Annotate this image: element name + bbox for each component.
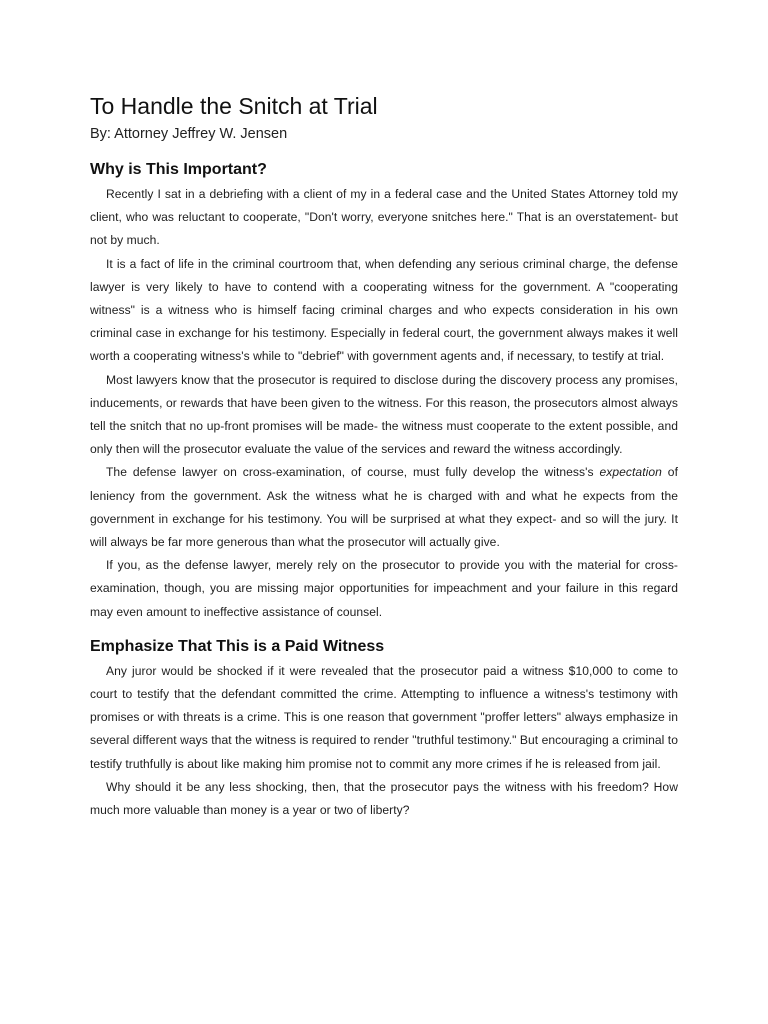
paragraph: If you, as the defense lawyer, merely rely on the prosecutor to provide you with the material for cross-examination, though, you are missing major opportunities for impeachment and your failure in this regard may even amount to ineffective assistance of counsel. bbox=[90, 558, 678, 619]
emphasized-text: expectation bbox=[599, 465, 662, 480]
paragraph-text: of leniency from the government. Ask the witness what he is charged with and what he expects from the government in exchange for his testimony. You will be surprised at what they expect- and so will the jury. It will always be far more generous than what the prosecutor will actually give. bbox=[90, 465, 678, 550]
document-body bbox=[90, 92, 678, 822]
section-heading-why-important: Why is This Important? bbox=[90, 161, 267, 178]
author-byline: By: Attorney Jeffrey W. Jensen bbox=[90, 126, 288, 142]
paragraph: It is a fact of life in the criminal courtroom that, when defending any serious criminal charge, the defense lawyer is very likely to have to contend with a cooperating witness for the government. A "cooperating witness" is a witness who is himself facing criminal charges and who expects consideration in his own criminal case in exchange for his testimony. Especially in federal court, the government always makes it well worth a cooperating witness's while to "debrief" with government agents and, if necessary, to testify at trial. bbox=[90, 256, 678, 364]
paragraph-text: The defense lawyer on cross-examination, of course, must fully develop the witness's bbox=[106, 465, 600, 480]
section-heading-paid-witness: Emphasize That This is a Paid Witness bbox=[90, 637, 385, 655]
paragraph: Why should it be any less shocking, then, that the prosecutor pays the witness with his freedom? How much more valuable than money is a year or two of liberty? bbox=[90, 779, 678, 818]
paragraph bbox=[90, 461, 678, 554]
paragraph: Most lawyers know that the prosecutor is required to disclose during the discovery process any promises, inducements, or rewards that have been given to the witness. For this reason, the prosecutors almost always tell the snitch that no up-front promises will be made- the witness must cooperate to the extent possible, and only then will the prosecutor evaluate the value of the services and reward the witness accordingly. bbox=[90, 372, 678, 457]
document-title: To Handle the Snitch at Trial bbox=[90, 93, 378, 119]
paragraph: Any juror would be shocked if it were revealed that the prosecutor paid a witness $10,000 to come to court to testify that the defendant committed the crime. Attempting to influence a witness's testimony with promises or with threats is a crime. This is one reason that government "proffer letters" always emphasize in several different ways that the witness is required to render "truthful testimony." But encouraging a criminal to testify truthfully is about like making him promise not to commit any more crimes if he is released from jail. bbox=[90, 663, 678, 771]
paragraph: Recently I sat in a debriefing with a client of my in a federal case and the United States Attorney told my client, who was reluctant to cooperate, "Don't worry, everyone snitches here." That is an overstatement- but not by much. bbox=[90, 187, 678, 248]
